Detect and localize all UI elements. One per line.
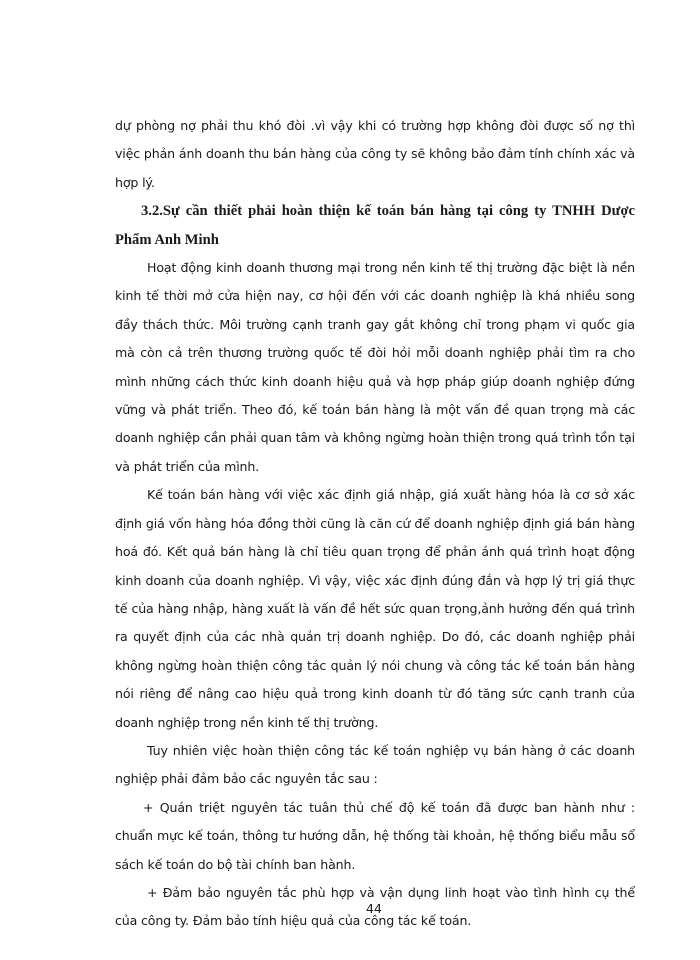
page-number: 44 xyxy=(366,901,382,916)
section-heading: 3.2.Sự cần thiết phải hoàn thiện kế toán bán hàng tại công ty TNHH Dược Phẩm Anh Minh xyxy=(115,203,635,248)
paragraph-business-context: Hoạt động kinh doanh thương mại trong nền kinh tế thị trường đặc biệt là nền kinh tế thời mở cửa hiện nay, cơ hội đến với các doanh nghiệp là khá nhiều song đầy thách thức. Môi trường cạnh tranh gay gắt không chỉ trong phạm vi quốc gia mà còn cả trên thương trường quốc tế đòi hỏi mỗi doanh nghiệp phải tìm ra cho mình những cách thức kinh doanh hiệu quả và hợp pháp giúp doanh nghiệp đứng vững và phát triển. Theo đó, kế toán bán hàng là một vấn đề quan trọng mà các doanh nghiệp cần phải quan tâm và không ngừng hoàn thiện trong quá trình tồn tại và phát triển của mình. xyxy=(115,260,635,474)
principle-item-2: + Đảm bảo nguyên tắc phù hợp và vận dụng linh hoạt vào tình hình cụ thể của công ty. Đảm bảo tính hiệu quả của công tác kế toán. xyxy=(115,884,635,929)
paragraph-sales-accounting: Kế toán bán hàng với việc xác định giá nhập, giá xuất hàng hóa là cơ sở xác định giá vốn hàng hóa đồng thời cũng là căn cứ để doanh nghiệp định giá bán hàng hoá đó. Kết quả bán hàng là chỉ tiêu quan trọng để phản ánh quá trình hoạt động kinh doanh của doanh nghiệp. Vì vậy, việc xác định đúng đắn và hợp lý trị giá thực tế của hàng nhập, hàng xuất là vấn đề hết sức quan trọng,ảnh hưởng đến quá trình ra quyết định của các nhà quản trị doanh nghiệp. Do đó, các doanh nghiệp phải không ngừng hoàn thiện công tác quản lý nói chung và công tác kế toán bán hàng nói riêng để nâng cao hiệu quả trong kinh doanh từ đó tăng sức cạnh tranh của doanh nghiệp trong nền kinh tế thị trường. xyxy=(115,487,635,730)
paragraph-continuation: dự phòng nợ phải thu khó đòi .vì vậy khi có trường hợp không đòi được số nợ thì việc phản ánh doanh thu bán hàng của công ty sẽ không bảo đảm tính chính xác và hợp lý. xyxy=(115,118,635,190)
principle-item-1: + Quán triệt nguyên tác tuân thủ chế độ kế toán đã được ban hành như : chuẩn mực kế toán, thông tư hướng dẫn, hệ thống tài khoản, hệ thống biểu mẫu sổ sách kế toán do bộ tài chính ban hành. xyxy=(115,799,635,872)
page-body xyxy=(115,112,635,936)
paragraph-principles-intro: Tuy nhiên việc hoàn thiện công tác kế toán nghiệp vụ bán hàng ở các doanh nghiệp phải đảm bảo các nguyên tắc sau : xyxy=(115,742,635,787)
